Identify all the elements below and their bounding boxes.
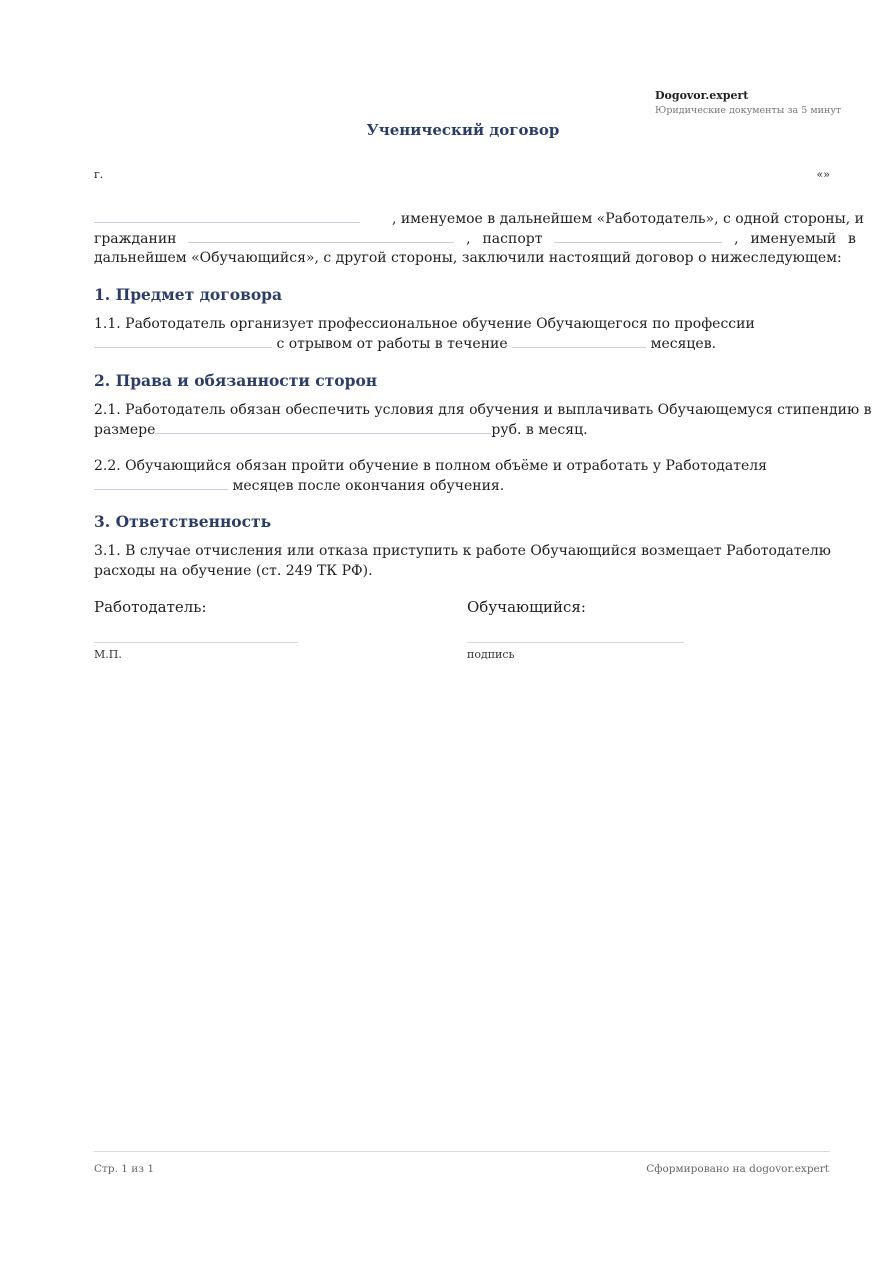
section-2-heading: 2. Права и обязанности сторон <box>94 371 378 390</box>
employer-signature-line <box>94 642 298 643</box>
citizen-name-blank <box>188 230 454 243</box>
stipend-amount-blank <box>155 421 491 434</box>
employer-stamp-note: М.П. <box>94 648 122 661</box>
clause-2-1-line-2 <box>94 421 864 441</box>
date-quotes: «» <box>816 168 830 181</box>
section-3-heading: 3. Ответственность <box>94 512 272 531</box>
clause-2-1-text-a: размере <box>94 421 156 438</box>
document-title: Ученический договор <box>366 121 560 139</box>
preamble-line-2 <box>94 230 856 250</box>
preamble-line-1 <box>94 210 864 230</box>
student-signature-note: подпись <box>467 648 515 661</box>
section-1-heading: 1. Предмет договора <box>94 285 283 304</box>
clause-1-1-line-1: 1.1. Работодатель организует профессиональное обучение Обучающегося по профессии <box>94 316 755 332</box>
employer-name-blank <box>94 210 360 223</box>
clause-2-1-line-1: 2.1. Работодатель обязан обеспечить условия для обучения и выплачивать Обучающемуся стипендию в <box>94 402 872 418</box>
employer-signature-label: Работодатель: <box>94 598 207 616</box>
clause-1-1-text-b: месяцев. <box>650 335 717 352</box>
in-word: в <box>848 230 856 247</box>
city-prefix: г. <box>94 168 104 181</box>
clause-2-1 <box>94 401 872 440</box>
student-signature-line <box>467 642 684 643</box>
passport-word: паспорт <box>482 230 543 247</box>
citizen-word: гражданин <box>94 230 177 247</box>
city-date-row <box>94 168 830 181</box>
training-months-blank <box>512 335 646 348</box>
clause-3-1-line-2: расходы на обучение (ст. 249 ТК РФ). <box>94 562 373 579</box>
comma-2: , <box>734 230 739 247</box>
footer-generated-note: Сформировано на dogovor.expert <box>646 1163 829 1175</box>
brand-tagline: Юридические документы за 5 минут <box>655 105 842 116</box>
work-months-blank <box>94 477 228 490</box>
footer-page-number: Стр. 1 из 1 <box>94 1163 155 1175</box>
clause-2-1-text-b: руб. в месяц. <box>491 421 588 438</box>
clause-1-1-text-a: с отрывом от работы в течение <box>276 335 508 352</box>
named-word: именуемый <box>750 230 837 247</box>
passport-blank <box>554 230 722 243</box>
comma-1: , <box>466 230 471 247</box>
brand-block <box>655 88 855 118</box>
brand-name: Dogovor.expert <box>655 89 749 102</box>
footer-divider <box>94 1151 830 1152</box>
clause-3-1-line-1: 3.1. В случае отчисления или отказа приступить к работе Обучающийся возмещает Работодателю <box>94 543 831 559</box>
profession-blank <box>94 335 272 348</box>
clause-1-1 <box>94 315 864 354</box>
clause-1-1-line-2 <box>94 335 864 355</box>
preamble <box>94 210 864 269</box>
preamble-text-3: дальнейшем «Обучающийся», с другой стороны, заключили настоящий договор о нижеследующем: <box>94 250 842 266</box>
clause-2-2-text: месяцев после окончания обучения. <box>232 477 505 494</box>
preamble-text-1: , именуемое в дальнейшем «Работодатель», с одной стороны, и <box>391 211 864 227</box>
clause-2-2-line-2 <box>94 477 864 497</box>
student-signature-label: Обучающийся: <box>467 598 586 616</box>
clause-2-2-line-1: 2.2. Обучающийся обязан пройти обучение в полном объёме и отработать у Работодателя <box>94 458 767 474</box>
clause-3-1 <box>94 542 864 581</box>
clause-2-2 <box>94 457 864 496</box>
